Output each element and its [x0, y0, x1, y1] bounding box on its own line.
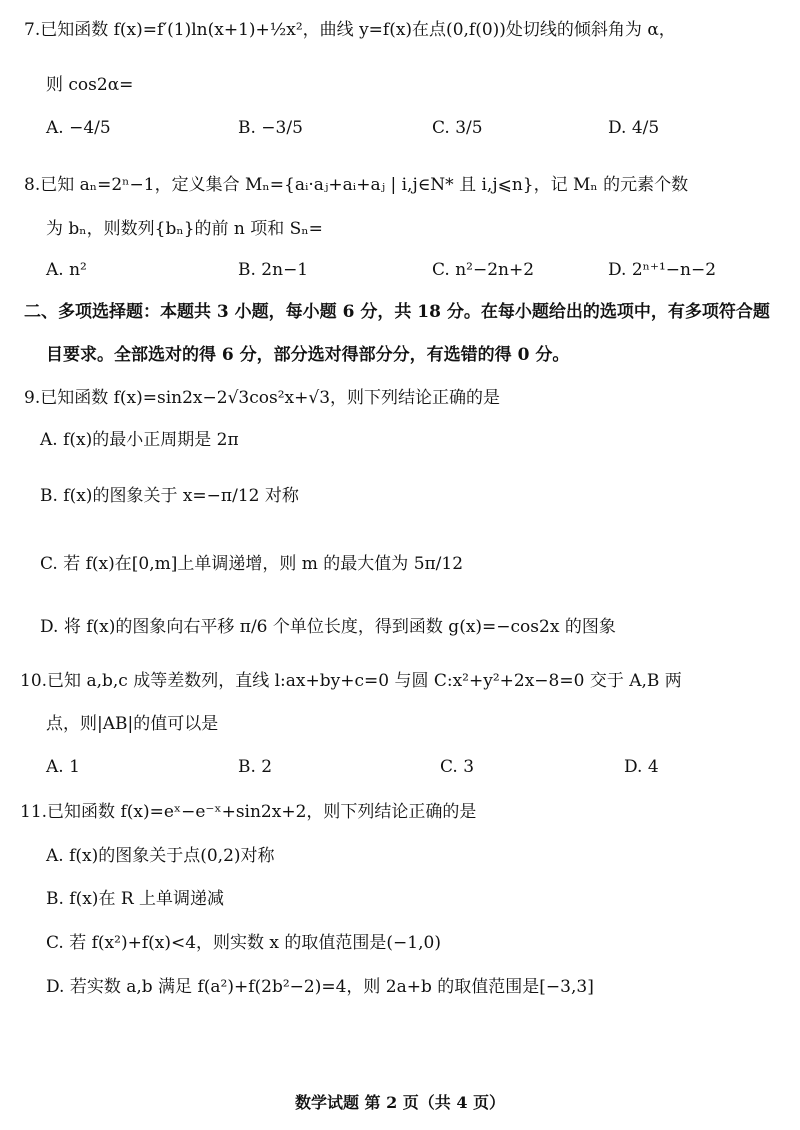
q10-option-c: C. 3 — [440, 757, 475, 777]
section2-heading-line1: 二、多项选择题：本题共 3 小题，每小题 6 分，共 18 分。在每小题给出的选项中，有多项符合题 — [24, 302, 770, 322]
q10-option-a: A. 1 — [46, 757, 80, 777]
q7-option-b: B. −3/5 — [238, 118, 303, 138]
q8-stem-line2: 为 bₙ，则数列{bₙ}的前 n 项和 Sₙ= — [46, 219, 323, 239]
q9-option-d: D. 将 f(x)的图象向右平移 π/6 个单位长度，得到函数 g(x)=−cos2x 的图象 — [40, 617, 616, 637]
q7-stem-line2: 则 cos2α= — [46, 75, 134, 95]
q7-option-d: D. 4/5 — [608, 118, 660, 138]
q10-stem-line2: 点，则|AB|的值可以是 — [46, 714, 219, 734]
q8-option-d: D. 2ⁿ⁺¹−n−2 — [608, 260, 717, 280]
q11-stem: 11.已知函数 f(x)=eˣ−e⁻ˣ+sin2x+2，则下列结论正确的是 — [20, 802, 477, 822]
q10-option-d: D. 4 — [624, 757, 659, 777]
q9-stem: 9.已知函数 f(x)=sin2x−2√3cos²x+√3，则下列结论正确的是 — [24, 388, 501, 408]
page-footer: 数学试题 第 2 页（共 4 页） — [294, 1093, 506, 1112]
q8-option-c: C. n²−2n+2 — [432, 260, 535, 280]
section2-heading-line2: 目要求。全部选对的得 6 分，部分选对得部分分，有选错的得 0 分。 — [46, 345, 570, 365]
q9-option-a: A. f(x)的最小正周期是 2π — [40, 430, 239, 450]
q10-stem-line1: 10.已知 a,b,c 成等差数列，直线 l:ax+by+c=0 与圆 C:x²+y²+2x−8=0 交于 A,B 两 — [20, 671, 682, 691]
q8-option-b: B. 2n−1 — [238, 260, 309, 280]
q7-option-c: C. 3/5 — [432, 118, 483, 138]
q9-option-b: B. f(x)的图象关于 x=−π/12 对称 — [40, 486, 299, 506]
q7-stem-line1: 7.已知函数 f(x)=f′(1)ln(x+1)+½x²，曲线 y=f(x)在点(0,f(0))处切线的倾斜角为 α， — [24, 20, 676, 40]
q11-option-a: A. f(x)的图象关于点(0,2)对称 — [46, 846, 275, 866]
q11-option-d: D. 若实数 a,b 满足 f(a²)+f(2b²−2)=4，则 2a+b 的取值范围是[−3,3] — [46, 977, 594, 997]
q11-option-b: B. f(x)在 R 上单调递减 — [46, 889, 225, 909]
q11-option-c: C. 若 f(x²)+f(x)<4，则实数 x 的取值范围是(−1,0) — [46, 933, 441, 953]
q8-stem-line1: 8.已知 aₙ=2ⁿ−1，定义集合 Mₙ={aᵢ·aⱼ+aᵢ+aⱼ | i,j∈N* 且 i,j⩽n}，记 Mₙ 的元素个数 — [24, 175, 689, 195]
q8-option-a: A. n² — [46, 260, 87, 280]
q10-option-b: B. 2 — [238, 757, 273, 777]
q7-option-a: A. −4/5 — [46, 118, 111, 138]
q9-option-c: C. 若 f(x)在[0,m]上单调递增，则 m 的最大值为 5π/12 — [40, 554, 464, 574]
